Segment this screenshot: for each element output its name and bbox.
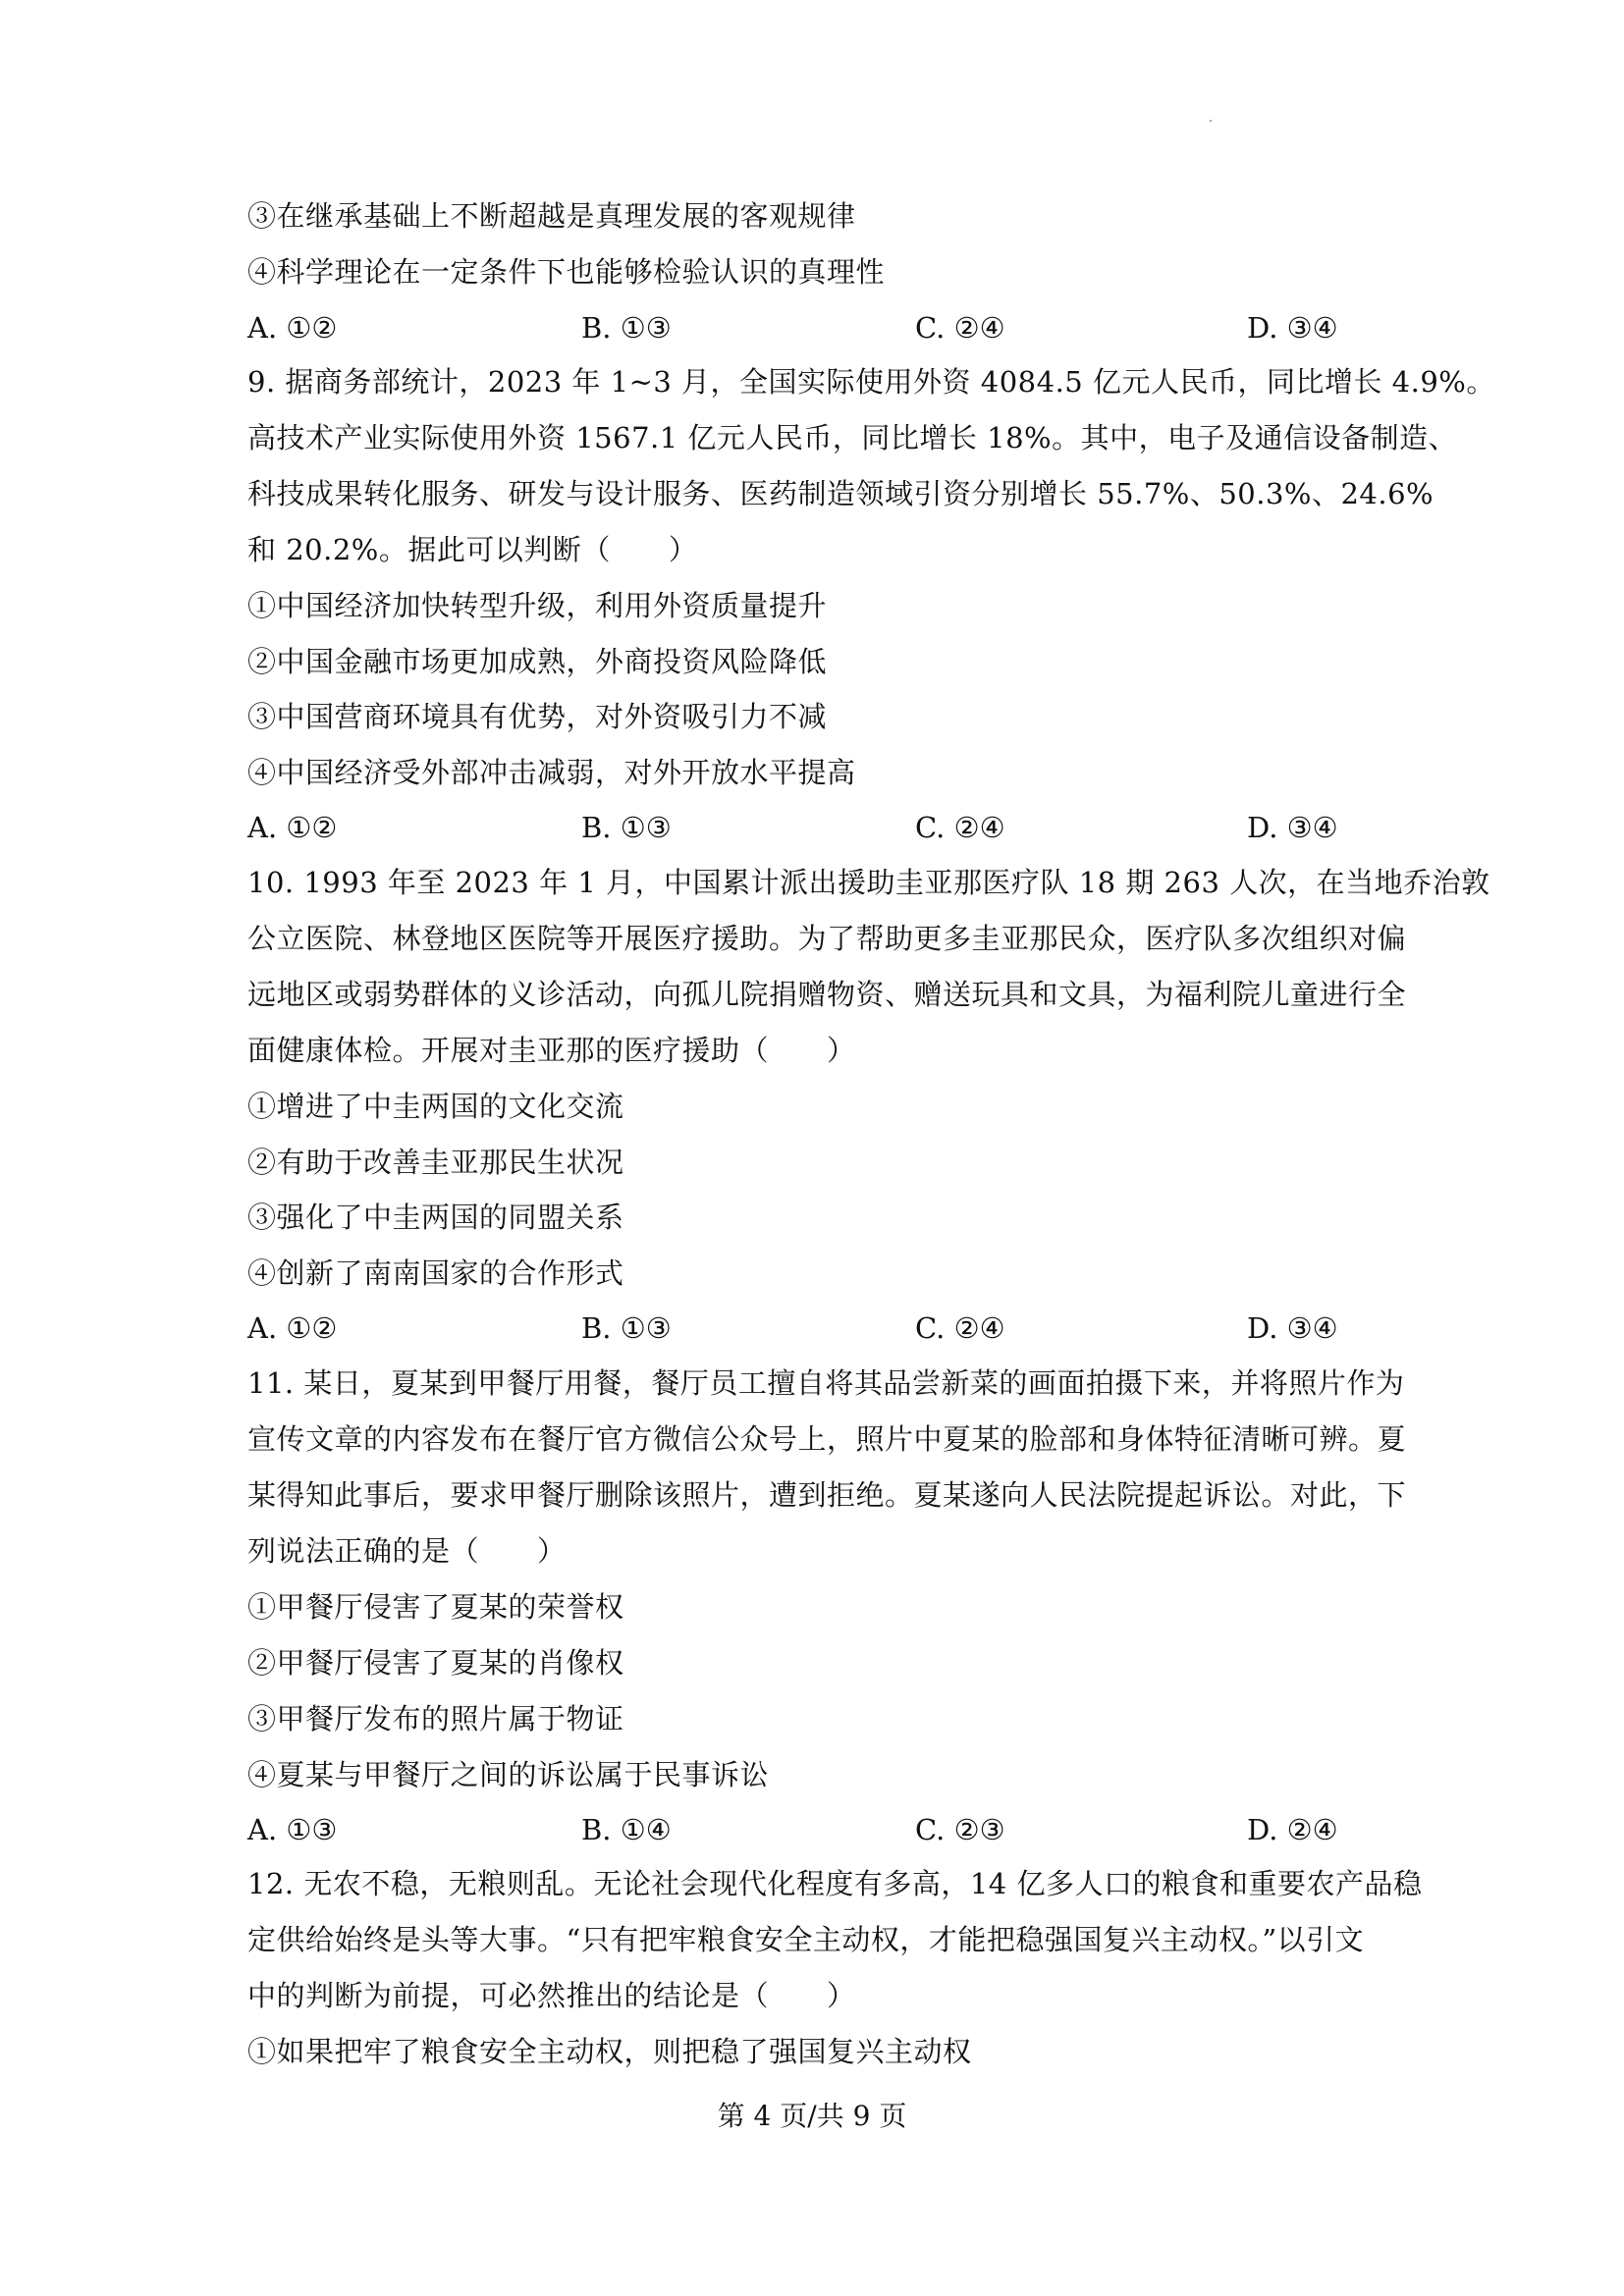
choice-b: B. ①③: [581, 311, 672, 345]
q10-stem-line-1: 10. 1993 年至 2023 年 1 月，中国累计派出援助圭亚那医疗队 18 期 263 人次，在当地乔治敦: [247, 866, 1490, 899]
q12-stem-line-2: 定供给始终是头等大事。“只有把牢粮食安全主动权，才能把稳强国复兴主动权。”以引文: [247, 1923, 1365, 1956]
q11-stem-line-3: 某得知此事后，要求甲餐厅删除该照片，遭到拒绝。夏某遂向人民法院提起诉讼。对此，下: [247, 1478, 1407, 1512]
q8-choices: [247, 308, 1386, 347]
q11-option-1: ①甲餐厅侵害了夏某的荣誉权: [247, 1590, 624, 1624]
choice-c: C. ②④: [915, 1311, 1005, 1345]
q11-stem-line-2: 宣传文章的内容发布在餐厅官方微信公众号上，照片中夏某的脸部和身体特征清晰可辨。夏: [247, 1422, 1407, 1456]
q12-stem-line-1: 12. 无农不稳，无粮则乱。无论社会现代化程度有多高，14 亿多人口的粮食和重要农产品稳: [247, 1867, 1423, 1900]
choice-d: D. ③④: [1247, 1311, 1338, 1345]
choice-a: A. ①②: [247, 1311, 338, 1345]
q10-stem-line-3: 远地区或弱势群体的义诊活动，向孤儿院捐赠物资、赠送玩具和文具，为福利院儿童进行全: [247, 978, 1407, 1011]
choice-b: B. ①③: [581, 811, 672, 844]
q11-choices: [247, 1810, 1386, 1849]
q9-choices: [247, 808, 1386, 847]
q9-stem-line-2: 高技术产业实际使用外资 1567.1 亿元人民币，同比增长 18%。其中，电子及通信设备制造、: [247, 421, 1458, 454]
page-footer: 第 4 页/共 9 页: [717, 2100, 907, 2132]
choice-c: C. ②④: [915, 311, 1005, 345]
choice-d: D. ②④: [1247, 1813, 1338, 1846]
q11-stem-line-1: 11. 某日，夏某到甲餐厅用餐，餐厅员工擅自将其品尝新菜的画面拍摄下来，并将照片作为: [247, 1366, 1405, 1400]
choice-a: A. ①②: [247, 811, 338, 844]
q10-stem-line-4: 面健康体检。开展对圭亚那的医疗援助（ ）: [247, 1034, 856, 1067]
choice-c: C. ②③: [915, 1813, 1005, 1846]
q12-option-1: ①如果把牢了粮食安全主动权，则把稳了强国复兴主动权: [247, 2035, 972, 2068]
choice-a: A. ①②: [247, 311, 338, 345]
q11-option-4: ④夏某与甲餐厅之间的诉讼属于民事诉讼: [247, 1758, 770, 1791]
choice-b: B. ①③: [581, 1311, 672, 1345]
q8-option-3: ③在继承基础上不断超越是真理发展的客观规律: [247, 199, 856, 233]
choice-d: D. ③④: [1247, 811, 1338, 844]
q9-option-1: ①中国经济加快转型升级，利用外资质量提升: [247, 589, 828, 622]
choice-d: D. ③④: [1247, 311, 1338, 345]
q11-stem-line-4: 列说法正确的是（ ）: [247, 1534, 567, 1568]
q9-option-2: ②中国金融市场更加成熟，外商投资风险降低: [247, 645, 828, 678]
q10-stem-line-2: 公立医院、林登地区医院等开展医疗援助。为了帮助更多圭亚那民众，医疗队多次组织对偏: [247, 922, 1407, 955]
q12-stem-line-3: 中的判断为前提，可必然推出的结论是（ ）: [247, 1979, 856, 2012]
q9-stem-line-1: 9. 据商务部统计，2023 年 1~3 月，全国实际使用外资 4084.5 亿元人民币，同比增长 4.9%。: [247, 365, 1495, 399]
q10-option-3: ③强化了中圭两国的同盟关系: [247, 1201, 624, 1234]
q10-option-4: ④创新了南南国家的合作形式: [247, 1256, 624, 1290]
q10-choices: [247, 1308, 1386, 1348]
q9-option-4: ④中国经济受外部冲击减弱，对外开放水平提高: [247, 756, 856, 789]
choice-c: C. ②④: [915, 811, 1005, 844]
q10-option-1: ①增进了中圭两国的文化交流: [247, 1090, 624, 1123]
q9-option-3: ③中国营商环境具有优势，对外资吸引力不减: [247, 700, 828, 733]
q10-option-2: ②有助于改善圭亚那民生状况: [247, 1146, 624, 1179]
q9-stem-line-3: 科技成果转化服务、研发与设计服务、医药制造领域引资分别增长 55.7%、50.3%、24.6%: [247, 477, 1435, 510]
q8-option-4: ④科学理论在一定条件下也能够检验认识的真理性: [247, 255, 886, 289]
scan-speck: [1210, 120, 1212, 122]
choice-a: A. ①③: [247, 1813, 338, 1846]
q9-stem-line-4: 和 20.2%。据此可以判断（ ）: [247, 533, 698, 566]
choice-b: B. ①④: [581, 1813, 672, 1846]
q11-option-2: ②甲餐厅侵害了夏某的肖像权: [247, 1646, 624, 1680]
q11-option-3: ③甲餐厅发布的照片属于物证: [247, 1702, 624, 1735]
